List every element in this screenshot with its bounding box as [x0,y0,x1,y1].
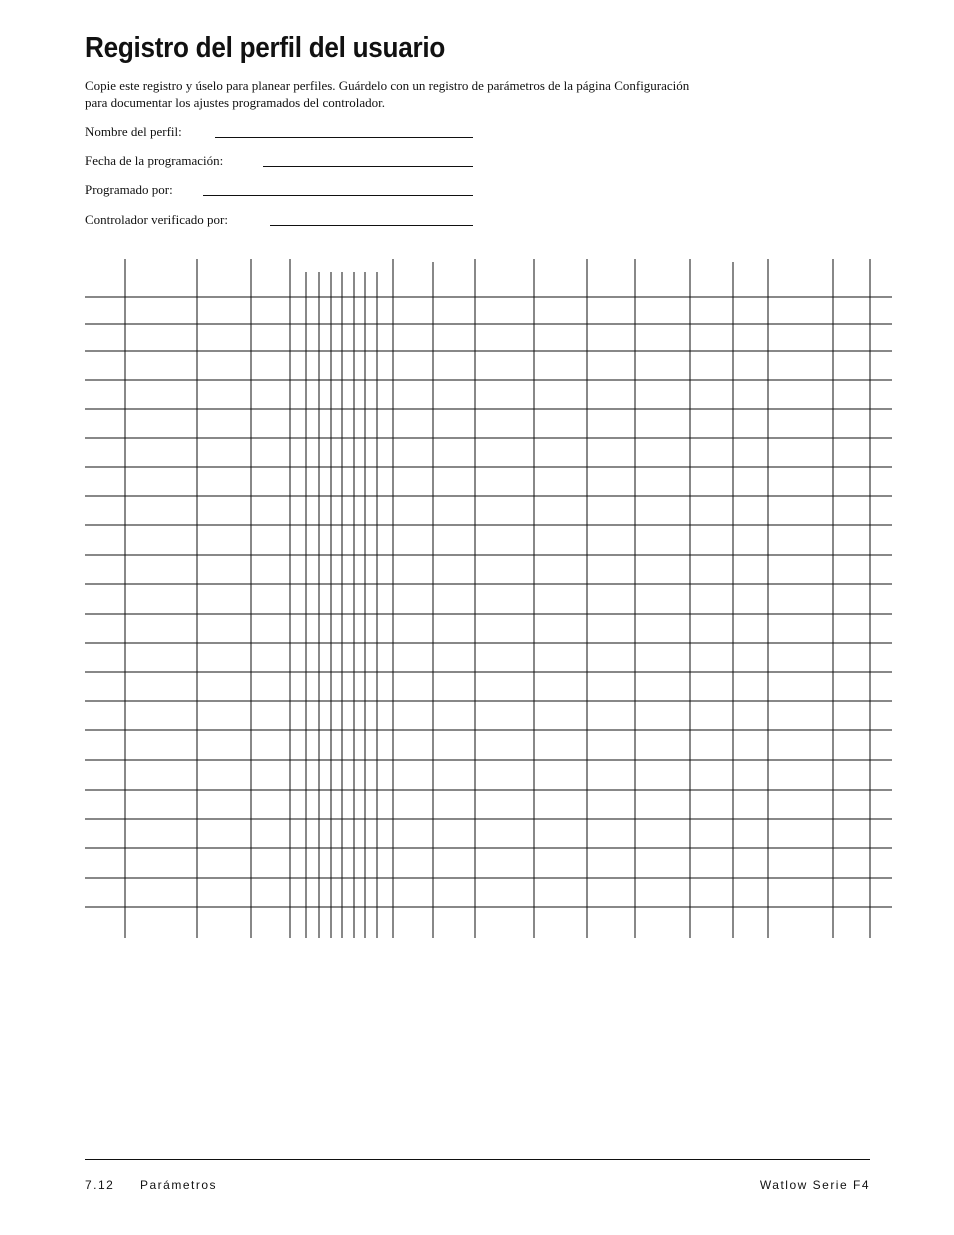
footer-section: Parámetros [140,1178,218,1192]
programming-date-label: Fecha de la programación: [85,153,224,168]
programmed-by-label: Programado por: [85,182,173,197]
footer-product: Watlow Serie F4 [759,1178,870,1192]
profile-name-label: Nombre del perfil: [85,124,182,139]
page-title: Registro del perfil del usuario [85,32,445,64]
verified-by-label: Controlador verificado por: [85,212,228,227]
footer-page-number: 7.12 [85,1178,115,1192]
footer-rule [85,1159,870,1160]
intro-line-1: Copie este registro y úselo para planear perfiles. Guárdelo con un registro de parámetros de la página Configuración [85,78,690,93]
intro-line-2: para documentar los ajustes programados del controlador. [85,95,385,110]
